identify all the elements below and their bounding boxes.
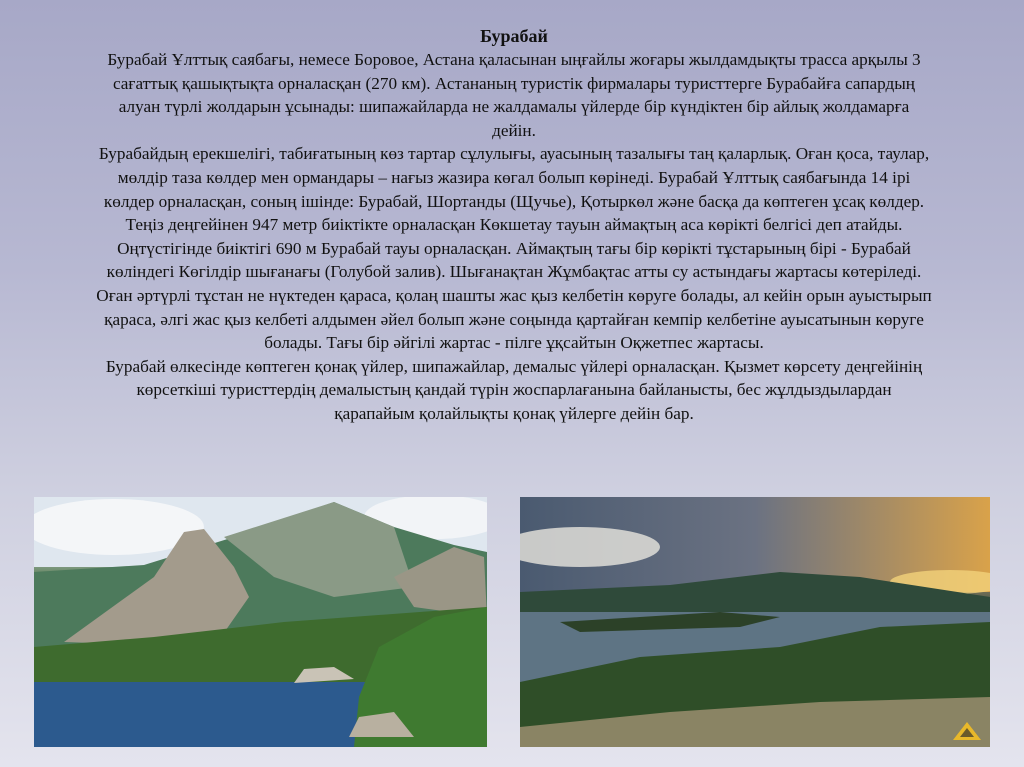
mountain-lake-photo	[34, 497, 487, 747]
mountain-lake-illustration	[34, 497, 487, 747]
sunset-lake-illustration	[520, 497, 990, 747]
watermark-triangle-icon	[952, 721, 982, 741]
sunset-lake-panorama-photo	[520, 497, 990, 747]
paragraph-hotels: Бурабай өлкесінде көптеген қонақ үйлер, шипажайлар, демалыс үйлері орналасқан. Қызмет көрсету деңгейінің көрсеткіші туристтердің демалыстың қандай түрін жоспарлағанына байланысты, бес жұлдыздылардан қарапайым қолайлықты қонақ үйлерге дейін бар.	[105, 356, 923, 423]
slide-title: Бурабай	[480, 26, 548, 46]
slide-text-block	[96, 24, 932, 426]
paragraph-nature: Бурабайдың ерекшелігі, табиғатының көз тартар сұлулығы, ауасының тазалығы таң қаларлық. Оған қоса, таулар, мөлдір таза көлдер мен ормандары – нағыз жазира көгал болып көрінеді. Бурабай Ұлттық саябағында 14 ірі көлдер орналасқан, соның ішінде: Бурабай, Шортанды (Щучье), Қотыркөл және басқа да көптеген ұсақ көлдер. Теңіз деңгейінен 947 метр биіктікте орналасқан Көкшетау тауын аймақтың аса көрікті белгісі деп атайды. Оңтүстігінде биіктігі 690 м Бурабай тауы орналасқан. Аймақтың тағы бір көрікті тұстарының бірі - Бурабай көліндегі Көгілдір шығанағы (Голубой залив). Шығанақтан Жұмбақтас атты су астындағы жартасы көтеріледі. Оған әртүрлі тұстан не нүктеден қараса, қолаң шашты жас қыз келбетін көруге болады, ал кейін орын ауыстырып қараса, әлгі жас қыз келбеті алдымен әйел болып және соңында қартайған кемпір келбетіне ауысатынын көруге болады. Тағы бір әйгілі жартас - пілге ұқсайтын Оқжетпес жартасы.	[96, 144, 932, 353]
paragraph-intro: Бурабай Ұлттық саябағы, немесе Боровое, Астана қаласынан ыңғайлы жоғары жылдамдықты трасса арқылы 3 сағаттық қашықтықта орналасқан (270 км). Астананың туристік фирмалары туристтерге Бурабайға сапардың алуан түрлі жолдарын ұсынады: шипажайларда не жалдамалы үйлерде бір күндіктен бір айлық жолдамарға дейін.	[107, 50, 921, 140]
